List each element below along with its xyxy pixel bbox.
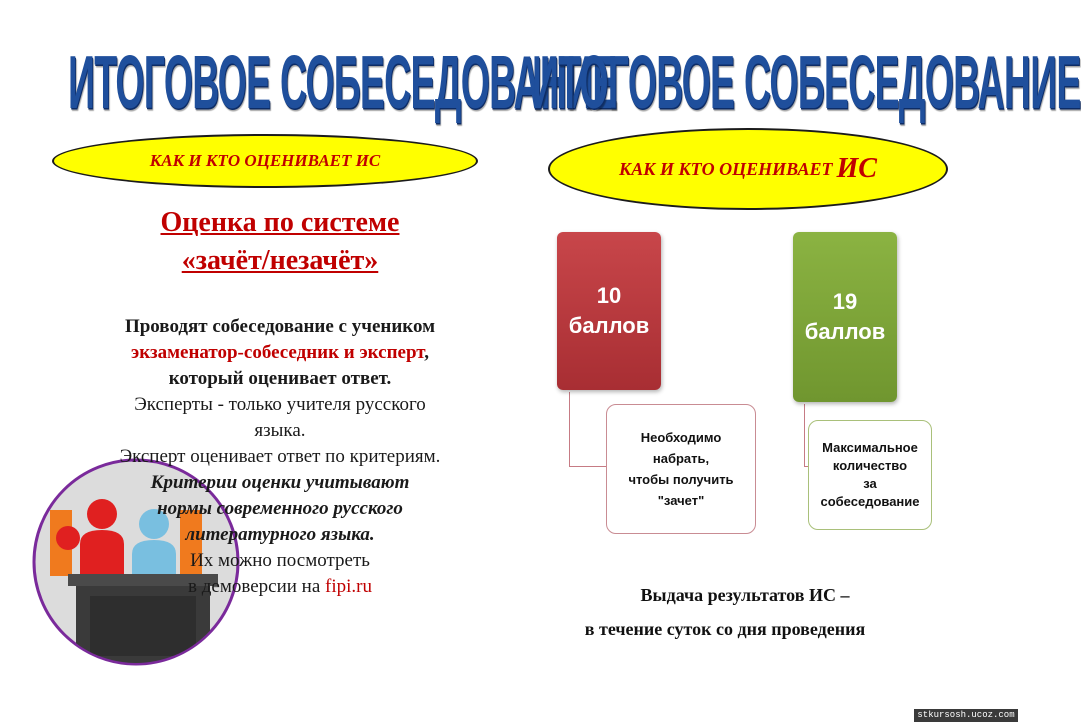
left-p2-line1: Эксперты - только учителя русского bbox=[134, 394, 426, 415]
block-10-number: 10 bbox=[596, 283, 622, 308]
left-p5-prefix: в демоверсии на bbox=[188, 576, 326, 597]
left-p2-line2: языка. bbox=[254, 420, 306, 441]
left-p5-line1: Их можно посмотреть bbox=[190, 550, 370, 571]
block-19-number: 19 bbox=[832, 289, 858, 314]
left-heading-line2: «зачёт/незачёт» bbox=[181, 245, 379, 276]
connector-2-vertical bbox=[804, 404, 805, 466]
left-p1-line3: который оценивает ответ. bbox=[168, 368, 392, 389]
left-p4-line1: Критерии оценки учитывают bbox=[150, 472, 410, 493]
right-title: ИТОГОВОЕ СОБЕСЕДОВАНИЕ bbox=[532, 41, 1081, 126]
results-line2: в течение суток со дня проведения bbox=[584, 619, 866, 639]
card1-line2: набрать, bbox=[652, 451, 710, 466]
connector-1-horizontal bbox=[569, 466, 607, 467]
card-max-score bbox=[808, 420, 932, 530]
card1-line3: чтобы получить bbox=[628, 472, 734, 487]
card2-line1: Максимальное bbox=[822, 440, 918, 455]
block-19-label: баллов bbox=[804, 319, 886, 344]
left-p4-line3: литературного языка. bbox=[185, 524, 375, 545]
card-required-score bbox=[606, 404, 756, 534]
block-10-label: баллов bbox=[568, 313, 650, 338]
right-oval-text-prefix: КАК И КТО ОЦЕНИВАЕТ bbox=[619, 158, 833, 179]
right-oval-banner bbox=[548, 128, 948, 210]
connector-1-vertical bbox=[569, 392, 570, 466]
block-19-points bbox=[793, 232, 897, 402]
left-oval-text: КАК И КТО ОЦЕНИВАЕТ ИС bbox=[149, 151, 381, 170]
card1-line4: "зачет" bbox=[657, 493, 705, 508]
card1-line1: Необходимо bbox=[640, 430, 722, 445]
left-p1-line2 bbox=[50, 340, 510, 366]
card2-line2: количество bbox=[832, 458, 908, 473]
left-body-text bbox=[50, 314, 510, 600]
left-p3: Эксперт оценивает ответ по критериям. bbox=[119, 446, 441, 467]
left-heading bbox=[60, 204, 500, 280]
block-10-points bbox=[557, 232, 661, 390]
watermark: stkursosh.ucoz.com bbox=[914, 709, 1018, 722]
left-oval-banner bbox=[52, 134, 478, 188]
left-title: ИТОГОВОЕ СОБЕСЕДОВАНИЕ bbox=[68, 41, 617, 126]
fipi-link[interactable]: fipi.ru bbox=[325, 576, 372, 597]
left-p1-line2-red: экзаменатор-собеседник и эксперт bbox=[131, 342, 425, 363]
desk-front bbox=[90, 596, 196, 656]
left-heading-line1: Оценка по системе bbox=[160, 207, 400, 238]
left-p1-line1: Проводят собеседование с учеником bbox=[124, 316, 436, 337]
left-p5-line2 bbox=[50, 574, 510, 600]
card2-line4: собеседование bbox=[820, 494, 920, 509]
results-line1: Выдача результатов ИС – bbox=[640, 585, 850, 605]
right-oval-text-suffix: ИС bbox=[836, 153, 877, 184]
left-p4-line2: нормы современного русского bbox=[157, 498, 403, 519]
results-text bbox=[540, 578, 940, 646]
left-p1-line2-comma: , bbox=[424, 342, 429, 363]
card2-line3: за bbox=[863, 476, 877, 491]
